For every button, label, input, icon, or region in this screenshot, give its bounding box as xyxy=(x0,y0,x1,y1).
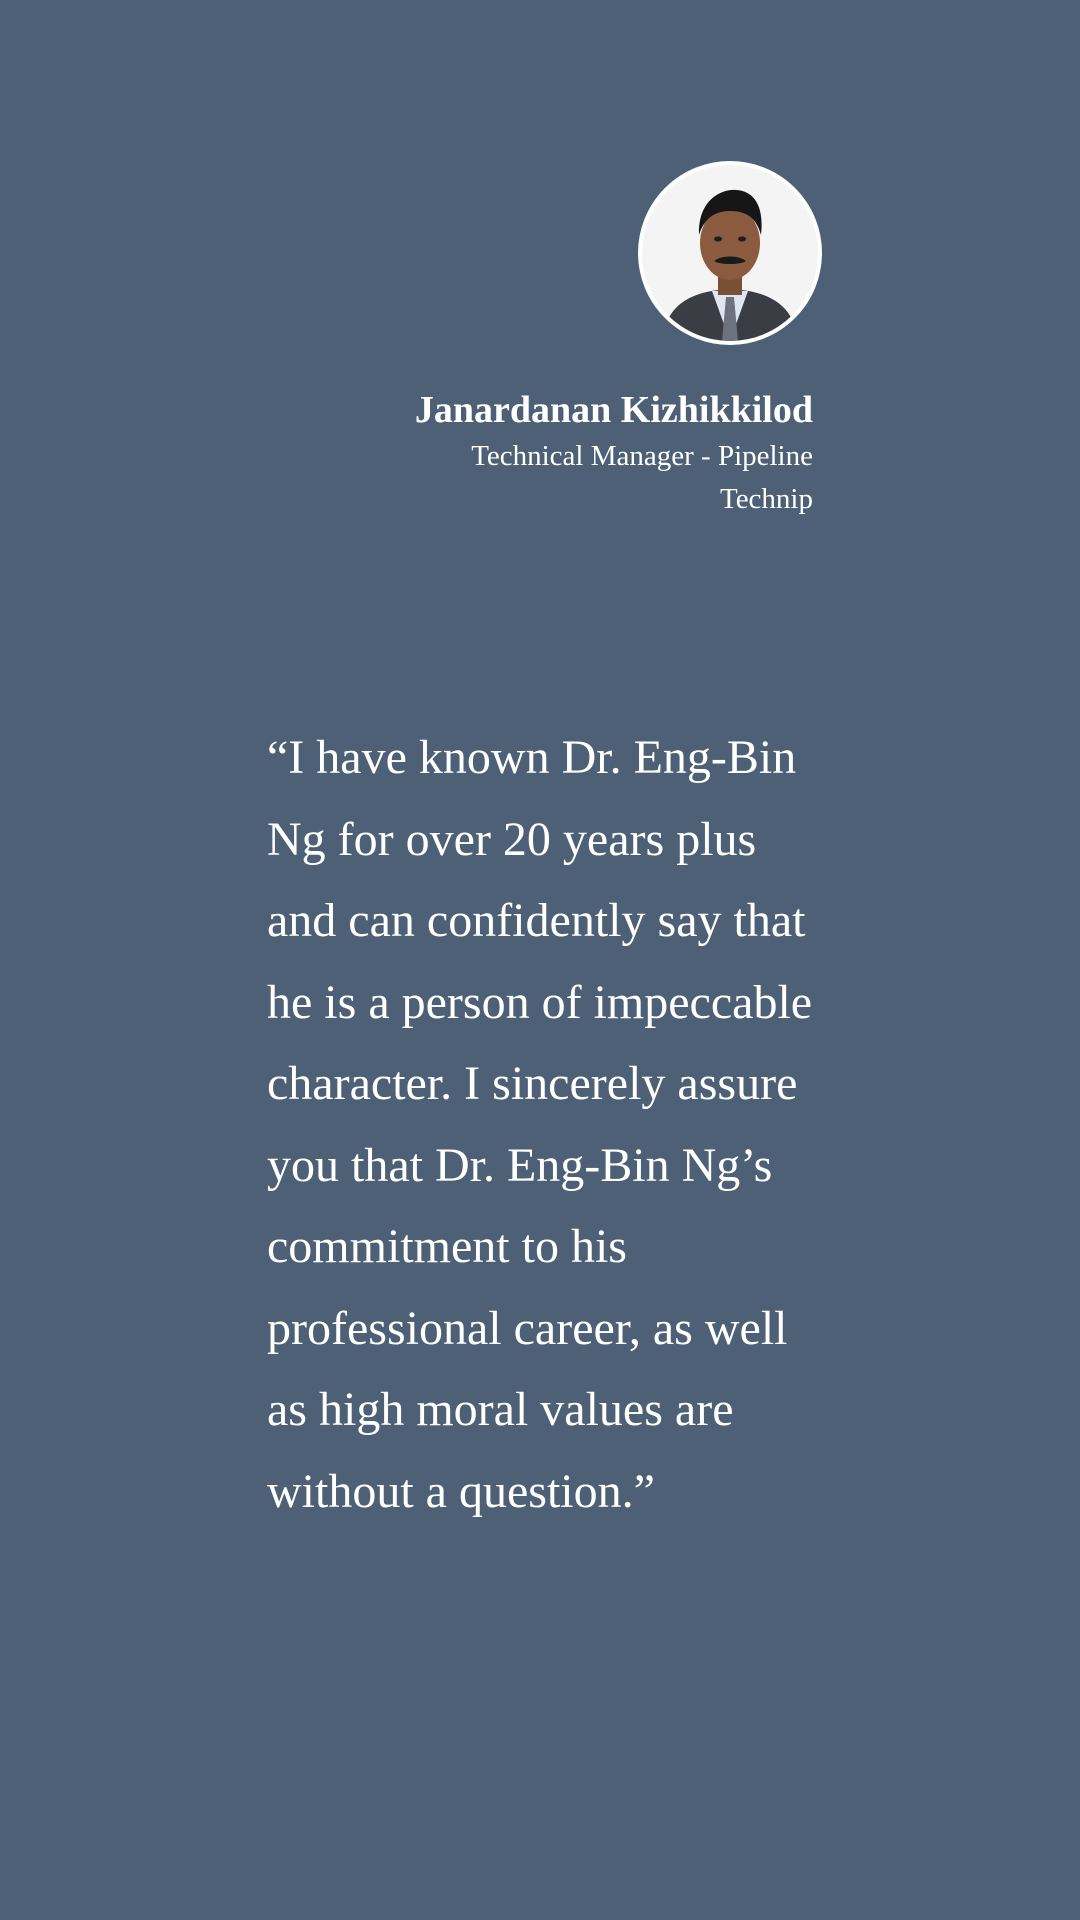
person-company: Technip xyxy=(720,483,813,515)
person-info xyxy=(253,385,813,521)
person-name: Janardanan Kizhikkilod xyxy=(414,389,813,431)
person-portrait-icon xyxy=(642,165,818,341)
person-title: Technical Manager - Pipeline xyxy=(471,440,813,472)
testimonial-quote: “I have known Dr. Eng-Bin Ng for over 20 years plus and can confidently say that he is a person of impeccable character. I sincerely assure you that Dr. Eng-Bin Ng’s commitment to his professional career, as well as high moral values are without a question.” xyxy=(267,731,813,1518)
avatar xyxy=(638,161,822,345)
